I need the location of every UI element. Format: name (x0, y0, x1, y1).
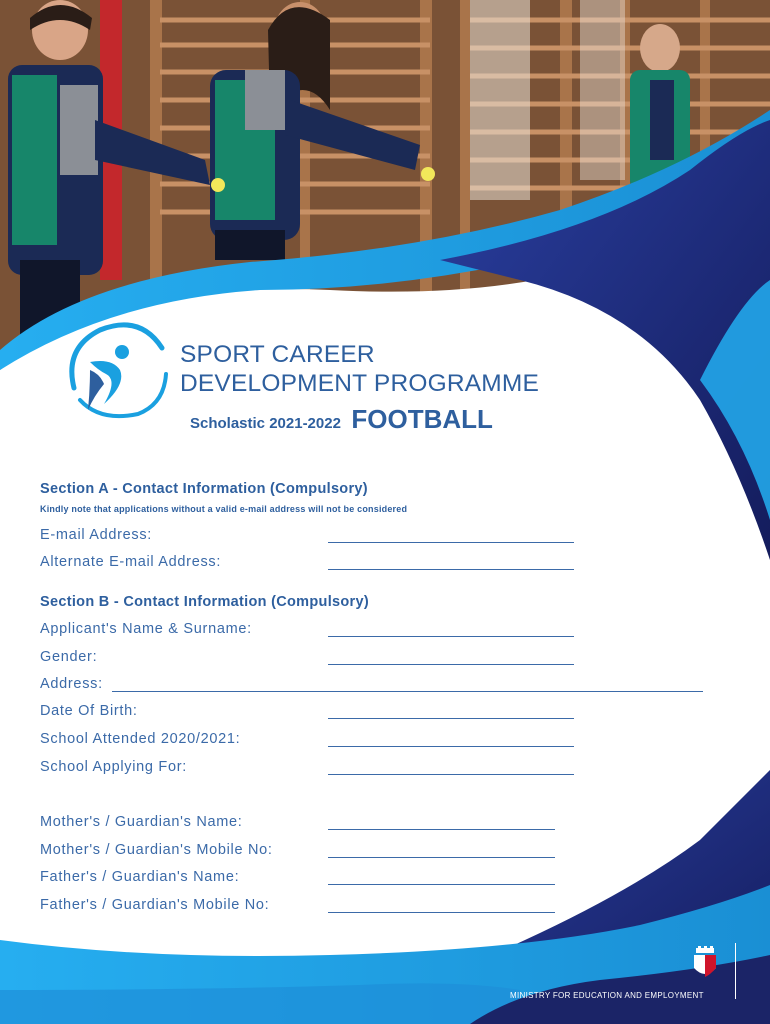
gender-field[interactable] (328, 664, 574, 665)
email-label: E-mail Address: (40, 527, 153, 543)
runner-logo-icon (60, 318, 172, 426)
date-of-birth-label: Date Of Birth: (40, 703, 138, 719)
email-field[interactable] (328, 542, 574, 543)
section-b-title: Section B - Contact Information (Compulsory) (40, 594, 369, 610)
malta-crest-icon (690, 946, 720, 980)
father-mobile-field[interactable] (328, 912, 555, 913)
alternate-email-label: Alternate E-mail Address: (40, 554, 222, 570)
school-applying-label: School Applying For: (40, 759, 187, 775)
gender-label: Gender: (40, 649, 98, 665)
programme-line-1: SPORT CAREER (180, 341, 375, 368)
mother-name-field[interactable] (328, 829, 555, 830)
applicant-name-label: Applicant's Name & Surname: (40, 621, 252, 637)
father-name-label: Father's / Guardian's Name: (40, 869, 240, 885)
alternate-email-field[interactable] (328, 569, 574, 570)
address-label: Address: (40, 676, 103, 692)
date-of-birth-field[interactable] (328, 718, 574, 719)
programme-line-2: DEVELOPMENT PROGRAMME (180, 370, 540, 397)
mother-mobile-field[interactable] (328, 857, 555, 858)
father-mobile-label: Father's / Guardian's Mobile No: (40, 897, 270, 913)
applicant-name-field[interactable] (328, 636, 574, 637)
section-a-title: Section A - Contact Information (Compulsory) (40, 481, 368, 497)
school-attended-field[interactable] (328, 746, 574, 747)
mother-mobile-label: Mother's / Guardian's Mobile No: (40, 842, 273, 858)
school-attended-label: School Attended 2020/2021: (40, 731, 241, 747)
scholastic-subtitle (190, 404, 493, 435)
school-applying-field[interactable] (328, 774, 574, 775)
programme-title (180, 340, 539, 398)
footer-divider (735, 943, 736, 999)
section-a-note: Kindly note that applications without a valid e-mail address will not be considered (40, 504, 408, 514)
father-name-field[interactable] (328, 884, 555, 885)
sport-name: FOOTBALL (351, 404, 493, 434)
mother-name-label: Mother's / Guardian's Name: (40, 814, 243, 830)
address-field[interactable] (112, 691, 703, 692)
ministry-name: MINISTRY FOR EDUCATION AND EMPLOYMENT (510, 991, 704, 1000)
scholastic-year: Scholastic 2021-2022 (190, 415, 341, 432)
